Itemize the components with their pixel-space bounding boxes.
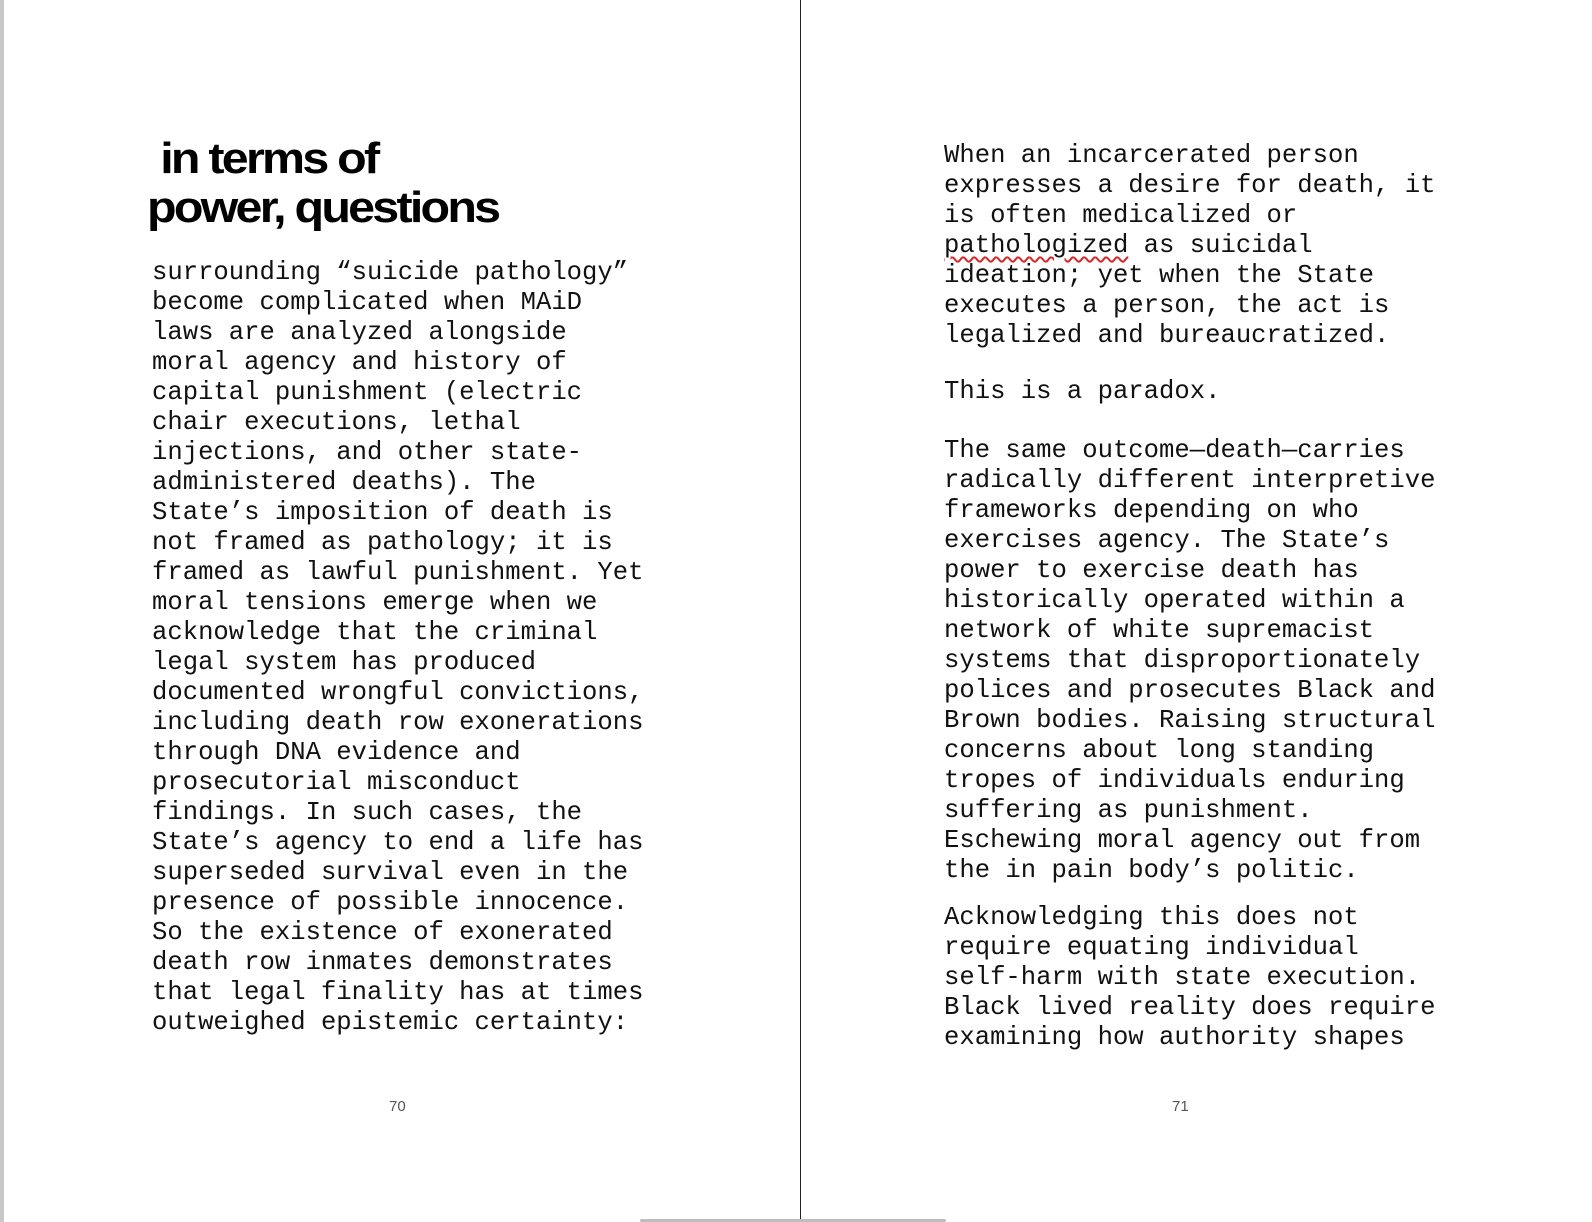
paragraph-1-end: as suicidal ideation; yet when the State executes a person, the act is legalized and bureaucratized. bbox=[944, 231, 1390, 350]
book-spread bbox=[4, 0, 1592, 1222]
heading-line-2: power, questions bbox=[147, 183, 499, 232]
right-paragraph-1 bbox=[944, 141, 1435, 351]
left-body-paragraph: surrounding “suicide pathology” become complicated when MAiD laws are analyzed alongside moral agency and history of capital punishment (electric chair executions, lethal injections, and other state- administered deaths). The State’s imposition of death is not framed as pathology; it is framed as lawful punishment. Yet moral tensions emerge when we acknowledge that the criminal legal system has produced documented wrongful convictions, including death row exonerations through DNA evidence and prosecutorial misconduct findings. In such cases, the State’s agency to end a life has superseded survival even in the presence of possible innocence. So the existence of exonerated death row inmates demonstrates that legal finality has at times outweighed epistemic certainty: bbox=[152, 258, 644, 1037]
spellcheck-flagged-word[interactable]: pathologized bbox=[944, 231, 1129, 260]
paragraph-1-start: When an incarcerated person expresses a desire for death, it is often medicalized or bbox=[944, 141, 1436, 230]
page-number-right: 71 bbox=[1172, 1098, 1189, 1115]
heading-line-1: in terms of bbox=[160, 134, 378, 183]
chapter-heading bbox=[147, 134, 719, 232]
right-paragraph-4: Acknowledging this does not require equating individual self-harm with state execution. Black lived reality does require examining how authority shapes bbox=[944, 903, 1436, 1052]
right-paragraph-3: The same outcome—death—carries radically different interpretive frameworks depending on who exercises agency. The State’s power to exercise death has historically operated within a network of white supremacist systems that disproportionately polices and prosecutes Black and Brown bodies. Raising structural concerns about long standing tropes of individuals enduring suffering as punishment. Eschewing moral agency out from the in pain body’s politic. bbox=[944, 436, 1436, 885]
page-number-left: 70 bbox=[389, 1098, 406, 1115]
right-paragraph-2: This is a paradox. bbox=[944, 377, 1221, 406]
left-page bbox=[4, 0, 800, 1222]
right-page bbox=[800, 0, 1592, 1222]
